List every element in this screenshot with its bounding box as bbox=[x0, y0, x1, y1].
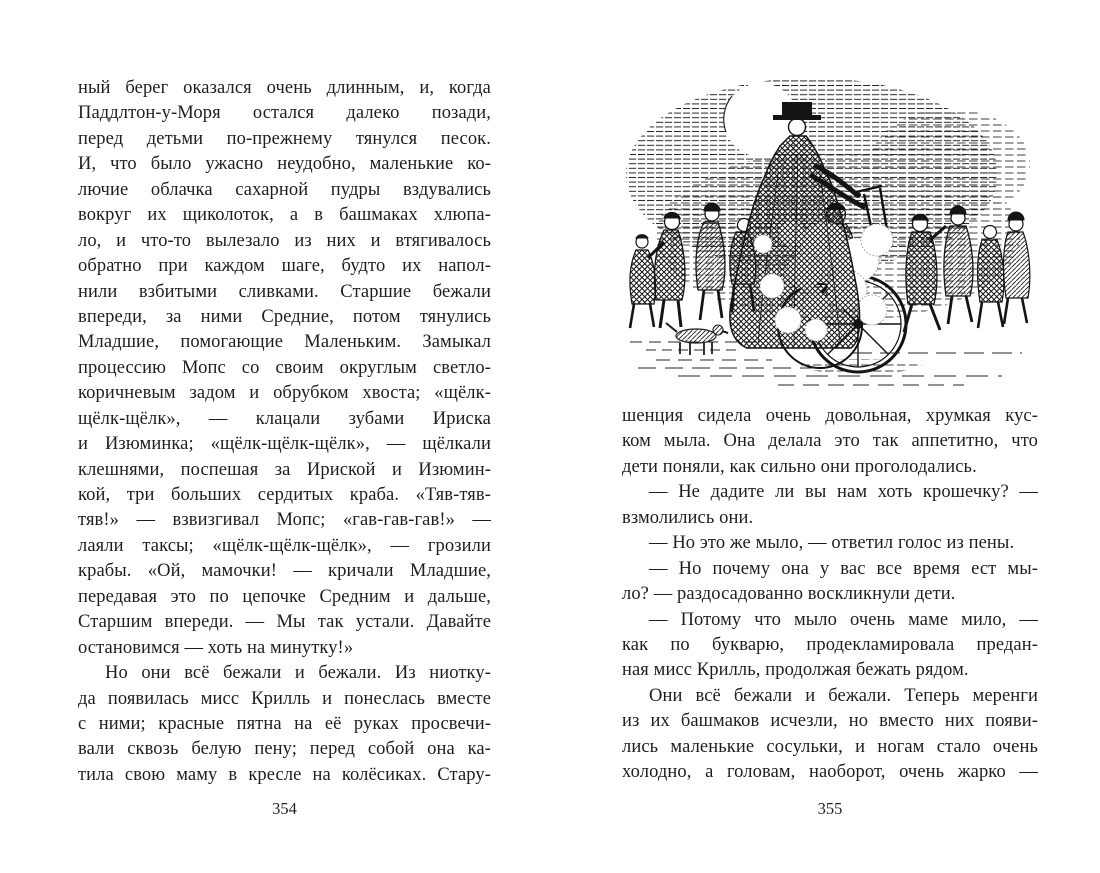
text-line: передавая это по цепочке Средним и дальше, bbox=[78, 586, 491, 607]
text-line: ком мыла. Она делала это так аппетитно, что bbox=[622, 431, 1038, 452]
text-line: — Не дадите ли вы нам хоть крошечку? — bbox=[649, 482, 1038, 503]
text-line: перед детьми по-прежнему тянулся песок. bbox=[78, 128, 491, 149]
text-line: ло? — раздосадованно воскликнули дети. bbox=[622, 584, 956, 605]
text-line: обратно при каждом шаге, будто их напол- bbox=[78, 256, 491, 277]
text-line: тяв!» — взвизгивал Мопс; «гав-гав-гав!» — bbox=[78, 510, 491, 531]
text-line: шенция сидела очень довольная, хрумкая кус- bbox=[622, 406, 1038, 426]
text-line: крабы. «Ой, мамочки! — кричали Младшие, bbox=[78, 561, 491, 582]
page-number-left: 354 bbox=[272, 799, 297, 818]
text-line: процессию Мопс со своим округлым светло- bbox=[78, 357, 491, 378]
text-line: дети поняли, как сильно они проголодались. bbox=[622, 456, 977, 477]
text-line: вали сквозь белую пену; перед собой она ка- bbox=[78, 739, 491, 760]
text-line: коричневым задом и обрубком хвоста; «щёлк- bbox=[78, 383, 491, 404]
text-line: взмолились они. bbox=[622, 507, 754, 528]
illustration bbox=[620, 74, 1038, 396]
text-line: и Изюминка; «щёлк-щёлк-щёлк», — щёлкали bbox=[78, 434, 491, 455]
text-line: — Потому что мыло очень маме мило, — bbox=[649, 609, 1038, 630]
text-line: впереди, за ними Средние, потом тянулись bbox=[78, 306, 491, 327]
text-line: щёлк-щёлк», — клацали зубами Ириска bbox=[78, 408, 491, 429]
text-line: Паддлтон-у-Моря остался далеко позади, bbox=[78, 103, 491, 124]
text-line: холодно, а головам, наоборот, очень жарко — bbox=[622, 762, 1038, 783]
text-line: лись маленькие сосульки, и ногам стало очень bbox=[622, 736, 1038, 757]
text-line: нили взбитыми сливками. Старшие бежали bbox=[78, 281, 491, 302]
text-line: лючие облачка сахарной пудры вздувались bbox=[78, 179, 491, 200]
text-line: лаяли таксы; «щёлк-щёлк-щёлк», — грозили bbox=[78, 535, 491, 556]
page-number-right: 355 bbox=[817, 799, 843, 818]
text-line: Они всё бежали и бежали. Теперь меренги bbox=[649, 685, 1038, 706]
text-line: кой, три больших сердитых краба. «Тяв-тяв- bbox=[78, 485, 491, 505]
text-line: — Но почему она у вас все время ест мы- bbox=[649, 558, 1038, 579]
text-line: остановимся — хоть на минутку!» bbox=[78, 637, 354, 658]
text-line: — Но это же мыло, — ответил голос из пены. bbox=[649, 533, 1015, 554]
text-line: ло, и что-то вылезало из них и втягивалось bbox=[78, 230, 491, 251]
text-line: вокруг их щиколоток, а в башмаках хлюпа- bbox=[78, 205, 491, 226]
text-line: И, что было ужасно неудобно, маленькие ко- bbox=[78, 154, 491, 175]
text-line: клешнями, поспешая за Ириской и Изюмин- bbox=[78, 459, 491, 480]
text-line: Но они всё бежали и бежали. Из ниотку- bbox=[105, 663, 491, 684]
text-line: как по букварю, продекламировала предан- bbox=[622, 634, 1038, 655]
text-line: ный берег оказался очень длинным, и, когда bbox=[78, 78, 491, 98]
text-line: из их башмаков исчезли, но вместо них появи- bbox=[622, 711, 1038, 732]
text-line: тила свою маму в кресле на колёсиках. Стару- bbox=[78, 764, 491, 785]
text-line: с ними; красные пятна на её руках просвечи- bbox=[78, 713, 491, 734]
text-line: Младшие, помогающие Маленьким. Замыкал bbox=[78, 332, 491, 353]
text-line: Старшим впереди. — Мы так устали. Давайте bbox=[78, 612, 491, 633]
text-line: да появилась мисс Крилль и понеслась вместе bbox=[78, 688, 491, 709]
text-line: ная мисс Крилль, продолжая бежать рядом. bbox=[622, 660, 969, 681]
wheelchair-procession-drawing bbox=[620, 74, 1038, 396]
page-right-text-column bbox=[622, 404, 1038, 786]
page-left-text-column bbox=[78, 76, 491, 788]
